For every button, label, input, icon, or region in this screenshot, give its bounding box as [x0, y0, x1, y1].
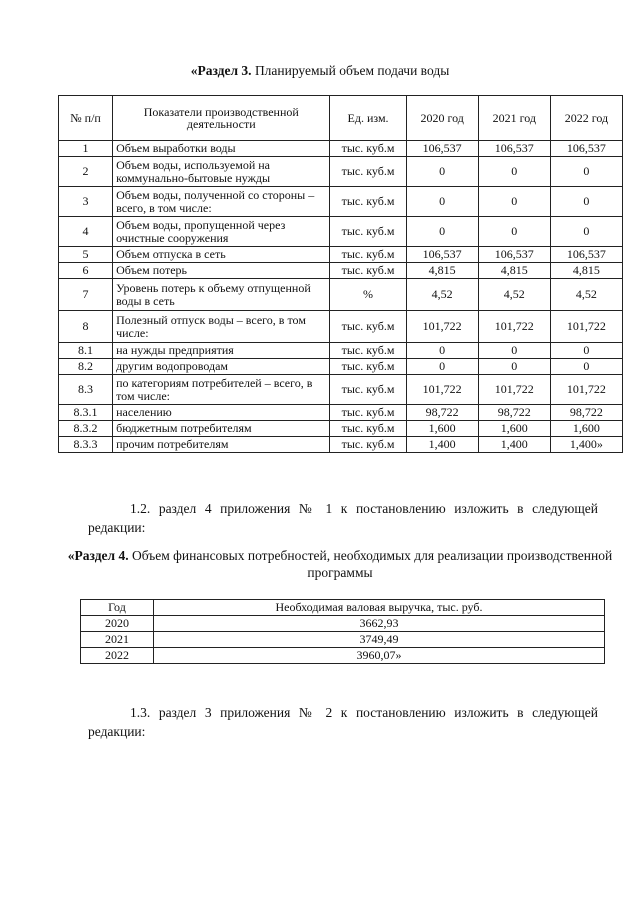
value-2020-cell: 0 [406, 217, 478, 247]
indicator-cell: бюджетным потребителям [113, 421, 330, 437]
unit-cell: тыс. куб.м [330, 375, 406, 405]
value-2020-cell: 0 [406, 359, 478, 375]
value-2020-cell: 106,537 [406, 247, 478, 263]
section-3-title [60, 62, 580, 79]
value-2021-cell: 0 [478, 187, 550, 217]
table-row [59, 405, 623, 421]
row-number-cell: 8 [59, 311, 113, 343]
table-row [59, 187, 623, 217]
unit-cell: тыс. куб.м [330, 217, 406, 247]
unit-cell: тыс. куб.м [330, 343, 406, 359]
table-row [59, 421, 623, 437]
value-2022-cell: 0 [550, 343, 622, 359]
year-cell: 2021 [81, 632, 154, 648]
value-2020-cell: 1,600 [406, 421, 478, 437]
value-2022-cell: 0 [550, 217, 622, 247]
section-4-title [60, 547, 620, 581]
section-4-title-bold: «Раздел 4. [67, 548, 129, 563]
value-2022-cell: 1,400» [550, 437, 622, 453]
indicator-cell: Объем потерь [113, 263, 330, 279]
header-2020: 2020 год [406, 96, 478, 141]
table-header-row [59, 96, 623, 141]
unit-cell: тыс. куб.м [330, 359, 406, 375]
year-cell: 2022 [81, 648, 154, 664]
row-number-cell: 8.3.3 [59, 437, 113, 453]
unit-cell: тыс. куб.м [330, 437, 406, 453]
indicator-cell: Объем воды, полученной со стороны – всего, в том числе: [113, 187, 330, 217]
value-2022-cell: 0 [550, 187, 622, 217]
paragraph-1-3: 1.3. раздел 3 приложения № 2 к постановлению изложить в следующей редакции: [88, 705, 598, 739]
row-number-cell: 8.3.2 [59, 421, 113, 437]
value-2020-cell: 0 [406, 343, 478, 359]
row-number-cell: 8.3.1 [59, 405, 113, 421]
table-row [59, 343, 623, 359]
value-2020-cell: 106,537 [406, 141, 478, 157]
table-body [59, 141, 623, 453]
indicator-cell: на нужды предприятия [113, 343, 330, 359]
value-2021-cell: 98,722 [478, 405, 550, 421]
value-2021-cell: 101,722 [478, 311, 550, 343]
value-2020-cell: 101,722 [406, 375, 478, 405]
row-number-cell: 2 [59, 157, 113, 187]
revenue-cell: 3749,49 [154, 632, 605, 648]
table-row [59, 157, 623, 187]
indicator-cell: населению [113, 405, 330, 421]
header-year: Год [81, 600, 154, 616]
indicator-cell: другим водопроводам [113, 359, 330, 375]
value-2020-cell: 1,400 [406, 437, 478, 453]
value-2020-cell: 98,722 [406, 405, 478, 421]
table-body [81, 616, 605, 664]
section-3-title-text: Планируемый объем подачи воды [251, 63, 450, 78]
table-row [59, 217, 623, 247]
value-2022-cell: 106,537 [550, 141, 622, 157]
value-2022-cell: 106,537 [550, 247, 622, 263]
unit-cell: тыс. куб.м [330, 157, 406, 187]
header-unit: Ед. изм. [330, 96, 406, 141]
header-indicator: Показатели производственной деятельности [113, 96, 330, 141]
row-number-cell: 8.1 [59, 343, 113, 359]
revenue-cell: 3662,93 [154, 616, 605, 632]
value-2021-cell: 4,815 [478, 263, 550, 279]
value-2021-cell: 0 [478, 157, 550, 187]
header-number: № п/п [59, 96, 113, 141]
indicator-cell: Объем воды, пропущенной через очистные сооружения [113, 217, 330, 247]
value-2022-cell: 4,52 [550, 279, 622, 311]
value-2021-cell: 106,537 [478, 247, 550, 263]
year-cell: 2020 [81, 616, 154, 632]
row-number-cell: 3 [59, 187, 113, 217]
table-row [81, 648, 605, 664]
indicator-cell: Уровень потерь к объему отпущенной воды в сеть [113, 279, 330, 311]
value-2022-cell: 101,722 [550, 375, 622, 405]
section-3-title-bold: «Раздел 3. [190, 63, 252, 78]
revenue-cell: 3960,07» [154, 648, 605, 664]
unit-cell: тыс. куб.м [330, 187, 406, 217]
row-number-cell: 6 [59, 263, 113, 279]
table-row [81, 616, 605, 632]
unit-cell: тыс. куб.м [330, 247, 406, 263]
value-2020-cell: 0 [406, 157, 478, 187]
value-2021-cell: 0 [478, 217, 550, 247]
value-2022-cell: 98,722 [550, 405, 622, 421]
indicator-cell: Полезный отпуск воды – всего, в том числе: [113, 311, 330, 343]
value-2021-cell: 1,400 [478, 437, 550, 453]
unit-cell: тыс. куб.м [330, 141, 406, 157]
header-2022: 2022 год [550, 96, 622, 141]
table-row [59, 141, 623, 157]
value-2022-cell: 0 [550, 157, 622, 187]
table-row [59, 359, 623, 375]
table-row [59, 311, 623, 343]
table-row [59, 263, 623, 279]
value-2021-cell: 0 [478, 359, 550, 375]
value-2022-cell: 0 [550, 359, 622, 375]
section-4-title-text: Объем финансовых потребностей, необходимых для реализации производственной программы [128, 548, 613, 580]
value-2020-cell: 0 [406, 187, 478, 217]
value-2020-cell: 4,52 [406, 279, 478, 311]
row-number-cell: 5 [59, 247, 113, 263]
row-number-cell: 7 [59, 279, 113, 311]
unit-cell: % [330, 279, 406, 311]
unit-cell: тыс. куб.м [330, 421, 406, 437]
indicator-cell: по категориям потребителей – всего, в том числе: [113, 375, 330, 405]
value-2020-cell: 101,722 [406, 311, 478, 343]
value-2021-cell: 0 [478, 343, 550, 359]
row-number-cell: 8.2 [59, 359, 113, 375]
table-row [59, 375, 623, 405]
value-2021-cell: 101,722 [478, 375, 550, 405]
row-number-cell: 8.3 [59, 375, 113, 405]
indicator-cell: прочим потребителям [113, 437, 330, 453]
row-number-cell: 4 [59, 217, 113, 247]
unit-cell: тыс. куб.м [330, 405, 406, 421]
value-2022-cell: 101,722 [550, 311, 622, 343]
paragraph-1-2: 1.2. раздел 4 приложения № 1 к постановлению изложить в следующей редакции: [88, 501, 598, 535]
indicator-cell: Объем воды, используемой на коммунально-бытовые нужды [113, 157, 330, 187]
header-revenue: Необходимая валовая выручка, тыс. руб. [154, 600, 605, 616]
table-header-row [81, 600, 605, 616]
value-2022-cell: 4,815 [550, 263, 622, 279]
table-row [59, 437, 623, 453]
table-row [59, 247, 623, 263]
value-2021-cell: 106,537 [478, 141, 550, 157]
table-row [59, 279, 623, 311]
financial-needs-table [80, 599, 605, 664]
header-2021: 2021 год [478, 96, 550, 141]
value-2021-cell: 4,52 [478, 279, 550, 311]
indicator-cell: Объем выработки воды [113, 141, 330, 157]
planned-water-supply-table [58, 95, 623, 453]
table-row [81, 632, 605, 648]
indicator-cell: Объем отпуска в сеть [113, 247, 330, 263]
unit-cell: тыс. куб.м [330, 263, 406, 279]
value-2020-cell: 4,815 [406, 263, 478, 279]
value-2021-cell: 1,600 [478, 421, 550, 437]
row-number-cell: 1 [59, 141, 113, 157]
unit-cell: тыс. куб.м [330, 311, 406, 343]
value-2022-cell: 1,600 [550, 421, 622, 437]
